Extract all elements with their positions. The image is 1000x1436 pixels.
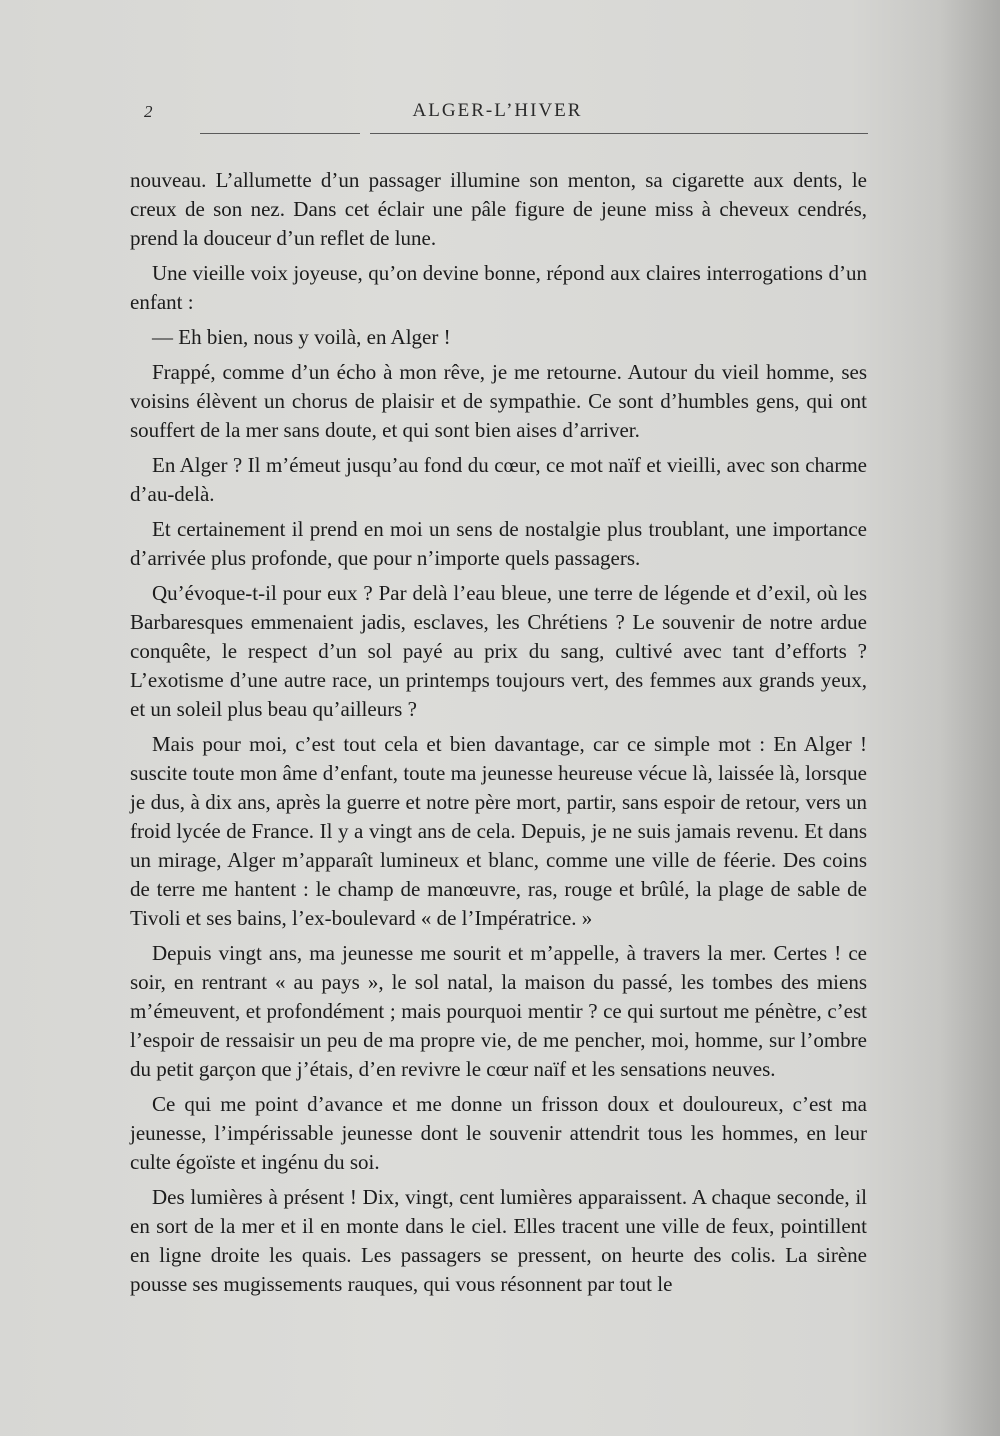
paragraph: Des lumières à présent ! Dix, vingt, cent lumières apparaissent. A chaque seconde, il en sort de la mer et il en monte dans le ciel. Elles tracent une ville de feux, pointillent en ligne droite les quais. Les passagers se pressent, on heurte des colis. La sirène pousse ses mugissements rauques, qui vous résonnent par tout le xyxy=(130,1185,867,1296)
running-header xyxy=(130,100,865,126)
paragraph: Et certainement il prend en moi un sens de nostalgie plus troublant, une importance d’arrivée plus profonde, que pour n’importe quels passagers. xyxy=(130,517,867,570)
paragraph: En Alger ? Il m’émeut jusqu’au fond du cœur, ce mot naïf et vieilli, avec son charme d’au-delà. xyxy=(130,453,867,506)
paragraph: Depuis vingt ans, ma jeunesse me sourit et m’appelle, à travers la mer. Certes ! ce soir, en rentrant « au pays », le sol natal, la maison du passé, les tombes des miens m’émeuvent, et profondément ; mais pourquoi mentir ? ce qui surtout me pénètre, c’est l’espoir de ressaisir un peu de ma propre vie, de me pencher, moi, homme, sur l’ombre du petit garçon que j’étais, d’en revivre le cœur naïf et les sensations neuves. xyxy=(130,941,867,1081)
page-number: 2 xyxy=(144,102,153,121)
paragraph: Mais pour moi, c’est tout cela et bien davantage, car ce simple mot : En Alger ! suscite toute mon âme d’enfant, toute ma jeunesse heureuse vécue là, laissée là, lorsque je dus, à dix ans, après la guerre et notre père mort, partir, sans espoir de retour, vers un froid lycée de France. Il y a vingt ans de cela. Depuis, je ne suis jamais revenu. Et dans un mirage, Alger m’apparaît lumineux et blanc, comme une ville de féerie. Des coins de terre me hantent : le champ de manœuvre, ras, rouge et brûlé, la plage de sable de Tivoli et ses bains, l’ex-boulevard « de l’Impératrice. » xyxy=(130,732,867,930)
paragraph: Frappé, comme d’un écho à mon rêve, je me retourne. Autour du vieil homme, ses voisins élèvent un chorus de plaisir et de sympathie. Ce sont d’humbles gens, qui ont souffert de la mer sans doute, et qui sont bien aises d’arriver. xyxy=(130,360,867,442)
body-text xyxy=(130,166,867,1305)
header-rule-left xyxy=(200,133,360,134)
dialogue-line: — Eh bien, nous y voilà, en Alger ! xyxy=(152,325,451,349)
running-title: ALGER-L’HIVER xyxy=(412,100,583,121)
paragraph: Ce qui me point d’avance et me donne un frisson doux et douloureux, c’est ma jeunesse, l’impérissable jeunesse dont le souvenir attendrit tous les hommes, en leur culte égoïste et ingénu du soi. xyxy=(130,1092,867,1174)
paragraph: Une vieille voix joyeuse, qu’on devine bonne, répond aux claires interrogations d’un enfant : xyxy=(130,261,867,314)
paragraph: Qu’évoque-t-il pour eux ? Par delà l’eau bleue, une terre de légende et d’exil, où les Barbaresques emmenaient jadis, esclaves, les Chrétiens ? Le souvenir de notre ardue conquête, le respect d’un sol payé au prix du sang, cultivé avec tant d’efforts ? L’exotisme d’une autre race, un printemps toujours vert, des femmes aux grands yeux, et un soleil plus beau qu’ailleurs ? xyxy=(130,581,867,721)
paragraph: nouveau. L’allumette d’un passager illumine son menton, sa cigarette aux dents, le creux de son nez. Dans cet éclair une pâle figure de jeune miss à cheveux cendrés, prend la douceur d’un reflet de lune. xyxy=(130,168,867,250)
header-rule-right xyxy=(370,133,868,134)
